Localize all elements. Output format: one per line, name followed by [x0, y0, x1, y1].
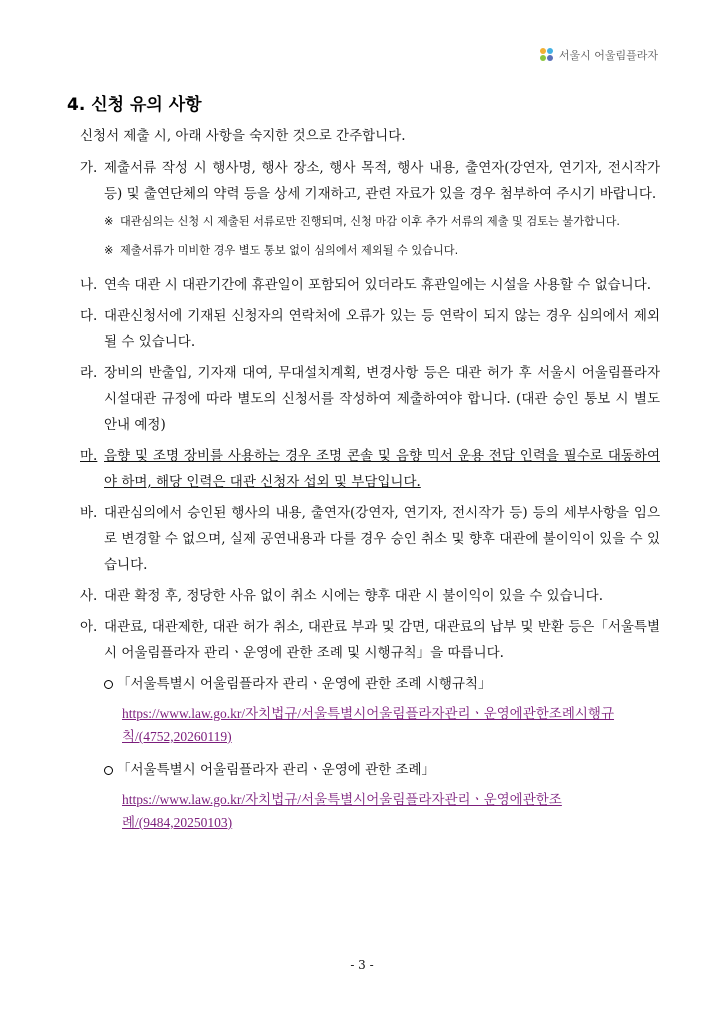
item-text: 음향 및 조명 장비를 사용하는 경우 조명 콘솔 및 음향 믹서 운용 전담 인력을 필수로 대동하여야 하며, 해당 인력은 대관 신청자 섭외 및 부담입니다.: [104, 448, 660, 490]
reference-title: 「서울특별시 어울림플라자 관리ㆍ운영에 관한 조례 시행규칙」: [117, 676, 492, 692]
item-label: 다.: [80, 308, 98, 324]
document-body: [80, 122, 660, 844]
notes-block: [104, 212, 660, 260]
note-mark: ※: [104, 244, 114, 257]
item-label: 바.: [80, 505, 98, 521]
note-text: 제출서류가 미비한 경우 별도 통보 없이 심의에서 제외될 수 있습니다.: [120, 244, 459, 257]
circle-bullet-icon: [104, 680, 113, 689]
item-text: 제출서류 작성 시 행사명, 행사 장소, 행사 목적, 행사 내용, 출연자(강연자, 연기자, 전시작가 등) 및 출연단체의 약력 등을 상세 기재하고, 관련 자료가 있을 경우 첨부하여 주시기 바랍니다.: [104, 160, 660, 202]
item-text: 대관 확정 후, 정당한 사유 없이 취소 시에는 향후 대관 시 불이익이 있을 수 있습니다.: [104, 588, 604, 604]
note-text: 대관심의는 신청 시 제출된 서류로만 진행되며, 신청 마감 이후 추가 서류의 제출 및 검토는 불가합니다.: [120, 215, 620, 228]
list-item: [80, 360, 660, 438]
item-label: 나.: [80, 277, 98, 293]
list-item: [80, 155, 660, 207]
reference-link[interactable]: https://www.law.go.kr/자치법규/서울특별시어울림플라자관리ㆍ운영에관한조례/(9484,20250103): [122, 792, 562, 830]
header-logo: [540, 47, 658, 63]
list-item: [80, 303, 660, 355]
list-item: [80, 614, 660, 666]
note: [104, 241, 660, 260]
item-text: 대관신청서에 기재된 신청자의 연락처에 오류가 있는 등 연락이 되지 않는 경우 심의에서 제외될 수 있습니다.: [104, 308, 660, 350]
reference-title-row: [104, 672, 660, 696]
logo-icon: [540, 48, 554, 62]
section-title: 4. 신청 유의 사항: [67, 95, 202, 115]
list-item-underlined: [80, 443, 660, 495]
logo-text: 서울시 어울림플라자: [558, 49, 658, 62]
list-item: [80, 500, 660, 578]
item-label: 마.: [80, 448, 98, 464]
item-text: 장비의 반출입, 기자재 대여, 무대설치계획, 변경사항 등은 대관 허가 후 서울시 어울림플라자 시설대관 규정에 따라 별도의 신청서를 작성하여 제출하여야 합니다. (대관 승인 통보 시 별도 안내 예정): [104, 365, 660, 433]
item-label: 가.: [80, 160, 98, 176]
note: [104, 212, 660, 231]
page-number: - 3 -: [350, 958, 374, 972]
circle-bullet-icon: [104, 766, 113, 775]
reference-link[interactable]: https://www.law.go.kr/자치법규/서울특별시어울림플라자관리ㆍ운영에관한조례시행규칙/(4752,20260119): [122, 706, 615, 744]
reference-title: 「서울특별시 어울림플라자 관리ㆍ운영에 관한 조례」: [117, 762, 436, 778]
item-text: 연속 대관 시 대관기간에 휴관일이 포함되어 있더라도 휴관일에는 시설을 사용할 수 없습니다.: [104, 277, 652, 293]
item-label: 라.: [80, 365, 98, 381]
reference-title-row: [104, 758, 660, 782]
item-label: 아.: [80, 619, 98, 635]
item-label: 사.: [80, 588, 98, 604]
item-text: 대관심의에서 승인된 행사의 내용, 출연자(강연자, 연기자, 전시작가 등) 등의 세부사항을 임으로 변경할 수 없으며, 실제 공연내용과 다를 경우 승인 취소 및 향후 대관에 불이익이 있을 수 있습니다.: [104, 505, 660, 573]
item-text: 대관료, 대관제한, 대관 허가 취소, 대관료 부과 및 감면, 대관료의 납부 및 반환 등은「서울특별시 어울림플라자 관리ㆍ운영에 관한 조례 및 시행규칙」을 따릅니다.: [104, 619, 660, 661]
list-item: [80, 583, 660, 609]
note-mark: ※: [104, 215, 114, 228]
list-item: [80, 272, 660, 298]
intro-text: 신청서 제출 시, 아래 사항을 숙지한 것으로 간주합니다.: [80, 128, 406, 144]
